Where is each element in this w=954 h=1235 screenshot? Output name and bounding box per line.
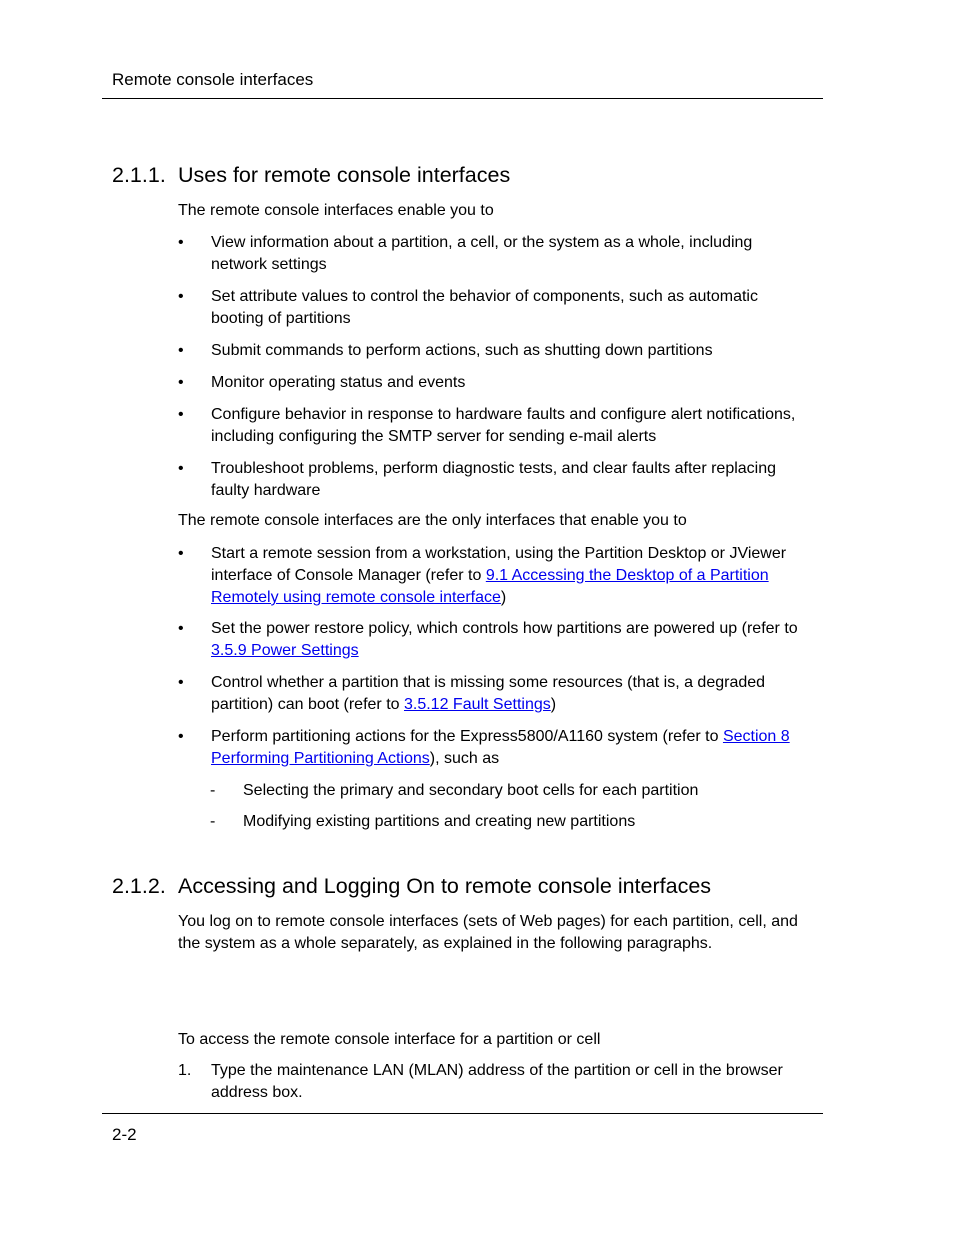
intro-paragraph-2: The remote console interfaces are the only interfaces that enable you to <box>178 512 687 529</box>
link-accessing-desktop[interactable]: 9.1 Accessing the Desktop of a Partition <box>485 567 769 584</box>
list-item-line: including configuring the SMTP server for sending e-mail alerts <box>211 428 657 445</box>
list-item-line <box>211 748 823 770</box>
link-fault-settings[interactable]: 3.5.12 Fault Settings <box>403 696 551 713</box>
dash-marker: - <box>210 813 216 830</box>
list-item-text: interface of Console Manager (refer to <box>211 567 486 584</box>
list-item-line: network settings <box>211 256 327 273</box>
list-item-line: Monitor operating status and events <box>211 374 466 391</box>
bullet-marker: • <box>178 374 184 391</box>
list-item-line <box>211 565 823 587</box>
sub-list-item-text: Selecting the primary and secondary boot cells for each partition <box>243 782 699 799</box>
bullet-marker: • <box>178 342 184 359</box>
sub-list-item-text: Modifying existing partitions and creating new partitions <box>243 813 636 830</box>
bullet-marker: • <box>178 728 184 745</box>
bullet-marker: • <box>178 674 184 691</box>
step-line: Type the maintenance LAN (MLAN) address of the partition or cell in the browser <box>211 1062 783 1079</box>
paragraph-line: the system as a whole separately, as explained in the following paragraphs. <box>178 935 713 952</box>
link-accessing-desktop-cont[interactable]: Remotely using remote console interface <box>211 589 501 606</box>
section-paragraph <box>178 911 823 955</box>
list-item-line: Configure behavior in response to hardware faults and configure alert notifications, <box>211 406 796 423</box>
list-item-text: ) <box>550 696 557 713</box>
page-number: 2-2 <box>112 1125 137 1144</box>
list-item-text: ), such as <box>429 750 500 767</box>
list-item-line: Submit commands to perform actions, such as shutting down partitions <box>211 342 713 359</box>
bullet-marker: • <box>178 460 184 477</box>
procedure-intro: To access the remote console interface for a partition or cell <box>178 1031 601 1048</box>
bullet-marker: • <box>178 288 184 305</box>
footer-rule <box>102 1113 823 1114</box>
section-number: 2.1.2. <box>112 874 166 898</box>
section-number: 2.1.1. <box>112 163 166 187</box>
list-item-line: Troubleshoot problems, perform diagnostic tests, and clear faults after replacing <box>211 460 777 477</box>
step-line: address box. <box>211 1084 303 1101</box>
list-item-line: faulty hardware <box>211 482 321 499</box>
bullet-marker: • <box>178 406 184 423</box>
section-title: Uses for remote console interfaces <box>178 163 511 187</box>
intro-paragraph: The remote console interfaces enable you to <box>178 202 494 219</box>
paragraph-line: You log on to remote console interfaces (sets of Web pages) for each partition, cell, and <box>178 913 798 930</box>
list-item-line <box>211 726 823 748</box>
section-heading-accessing <box>112 873 711 899</box>
list-item-line: booting of partitions <box>211 310 351 327</box>
link-partitioning-actions[interactable]: Performing Partitioning Actions <box>211 750 430 767</box>
section-heading-uses <box>112 162 510 188</box>
dash-marker: - <box>210 782 216 799</box>
step-number: 1. <box>178 1062 192 1079</box>
list-item-line <box>211 587 823 609</box>
section-title: Accessing and Logging On to remote console interfaces <box>178 874 712 898</box>
list-item-line: Start a remote session from a workstation, using the Partition Desktop or JViewer <box>211 545 787 562</box>
list-item-line: Control whether a partition that is missing some resources (that is, a degraded <box>211 674 766 691</box>
list-item-text: ) <box>500 589 507 606</box>
list-item-text: partition) can boot (refer to <box>211 696 404 713</box>
list-item-line: Set attribute values to control the behavior of components, such as automatic <box>211 288 758 305</box>
list-item-line <box>211 640 823 662</box>
bullet-marker: • <box>178 545 184 562</box>
list-item-line: Set the power restore policy, which controls how partitions are powered up (refer to <box>211 620 798 637</box>
bullet-marker: • <box>178 234 184 251</box>
list-item-text: Perform partitioning actions for the Express5800/A1160 system (refer to <box>211 728 723 745</box>
list-item-line: View information about a partition, a cell, or the system as a whole, including <box>211 234 753 251</box>
header-rule <box>102 98 823 99</box>
link-section-8[interactable]: Section 8 <box>722 728 790 745</box>
link-power-settings[interactable]: 3.5.9 Power Settings <box>211 642 359 659</box>
bullet-marker: • <box>178 620 184 637</box>
list-item-line <box>211 694 823 716</box>
running-header-title: Remote console interfaces <box>112 70 314 89</box>
